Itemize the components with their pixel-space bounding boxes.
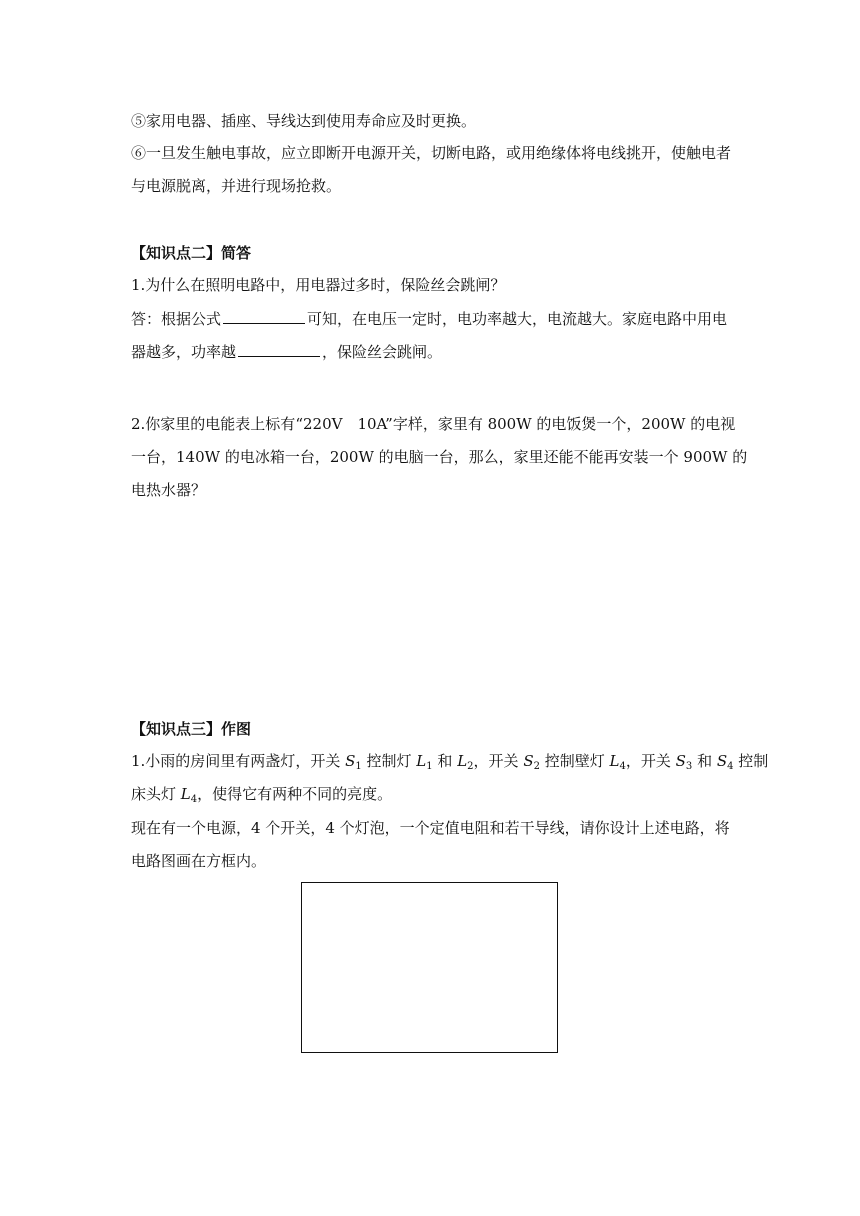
section2-q2-line1: 2.你家里的电能表上标有“220V 10A”字样，家里有 800W 的电饭煲一个，200W 的电视 [131,415,736,433]
text: ，开关 [473,752,524,770]
subscript: 4 [190,794,198,805]
text: 和 [692,752,717,770]
circuit-drawing-box[interactable] [301,882,558,1053]
answer-text: 答：根据公式 [131,310,222,328]
section2-q1-answer-line1 [131,308,731,329]
text: 床头灯 [131,785,181,803]
section3-q1-line2 [131,784,731,804]
text: 控制壁灯 [539,752,610,770]
symbol-s2: S [523,752,534,770]
symbol-s1: S [345,752,356,770]
safety-item-6-line2: 与电源脱离，并进行现场抢救。 [131,177,342,195]
subscript: 4 [619,761,626,772]
symbol-l4: L [180,785,191,803]
subscript: 3 [685,761,693,772]
safety-item-6-line1: ⑥一旦发生触电事故，应立即断开电源开关，切断电路，或用绝缘体将电线挑开，使触电者 [131,144,732,162]
text: 控制灯 [361,752,417,770]
section3-q1-line1 [131,751,769,772]
text: 和 [432,752,458,770]
safety-item-5: ⑤家用电器、插座、导线达到使用寿命应及时更换。 [131,112,477,130]
symbol-l1: L [416,752,427,770]
symbol-l4: L [609,752,620,770]
symbol-l2: L [457,752,468,770]
section3-heading: 【知识点三】作图 [131,720,252,738]
section2-q2-line3: 电热水器？ [131,481,207,499]
section3-q1-line4: 电路图画在方框内。 [131,852,267,870]
subscript: 1 [355,761,362,772]
subscript: 1 [426,761,433,772]
fill-blank-power[interactable] [238,341,320,357]
symbol-s3: S [675,752,686,770]
section2-q2-line2: 一台，140W 的电冰箱一台，200W 的电脑一台，那么，家里还能不能再安装一个 900W 的 [131,448,748,466]
text: 控制 [733,752,769,770]
section3-q1-line3: 现在有一个电源，4 个开关，4 个灯泡，一个定值电阻和若干导线，请你设计上述电路，将 [131,819,730,837]
subscript: 2 [533,761,540,772]
fill-blank-formula[interactable] [223,308,305,324]
text: ，开关 [625,752,676,770]
answer-text: 器越多，功率越 [131,343,237,361]
subscript: 2 [467,761,474,772]
section2-q1-answer-line2 [131,341,731,362]
section2-q1-question: 1.为什么在照明电路中，用电器过多时，保险丝会跳闸？ [131,276,506,294]
subscript: 4 [727,761,734,772]
section2-heading: 【知识点二】简答 [131,244,252,262]
answer-text: 可知，在电压一定时，电功率越大，电流越大。家庭电路中用电 [307,310,728,328]
text: 1.小雨的房间里有两盏灯，开关 [131,752,346,770]
answer-text: ，保险丝会跳闸。 [322,343,443,361]
symbol-s4: S [716,752,728,770]
text: ，使得它有两种不同的亮度。 [197,785,393,803]
